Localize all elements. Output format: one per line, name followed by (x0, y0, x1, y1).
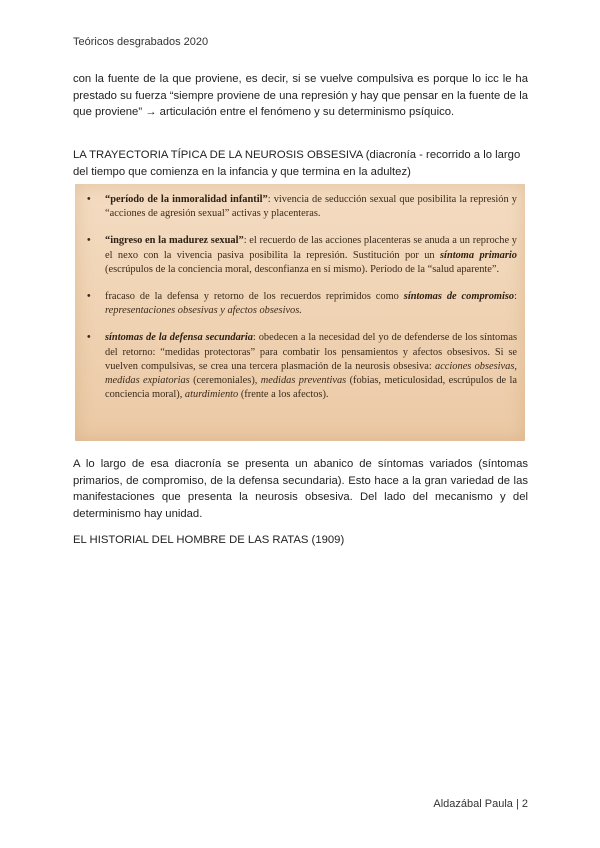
item-text: : obedecen a la necesidad del yo de defenderse de los síntomas del retorno: “medidas protectoras” para combatir los pensamientos y afectos obsesivos. Si se vuelven compulsivas, se crea una tercera plasmación de la neurosis obsesiva: (105, 332, 517, 372)
item-text: fracaso de la defensa y retorno de los recuerdos reprimidos como (105, 291, 404, 303)
item-text: (escrúpulos de la conciencia moral, desconfianza en sí mismo). Período de la “salud aparente”. (105, 263, 500, 275)
item-italic: medidas preventivas (260, 375, 347, 387)
item-italic: acciones obsesivas, medidas expiatorias (105, 360, 517, 387)
item-text: : (514, 291, 517, 303)
item-term: “ingreso en la madurez sexual” (105, 235, 244, 247)
list-item (87, 331, 517, 402)
symptom-stage-list (87, 193, 517, 415)
item-italic: representaciones obsesivas y afectos obsesivos. (105, 305, 302, 317)
item-text: : vivencia de seducción sexual que posibilita la represión y “acciones de agresión sexual” activas y placenteras. (105, 194, 517, 220)
bullet-icon: • (87, 194, 91, 205)
item-emphasis: síntomas de compromiso (403, 291, 515, 303)
item-term: síntomas de la defensa secundaria (105, 332, 253, 344)
scanned-excerpt-image (75, 184, 525, 441)
page-footer: Aldazábal Paula | 2 (433, 798, 528, 810)
bullet-icon: • (87, 235, 91, 247)
item-text: (ceremoniales), (189, 375, 261, 387)
list-item (87, 193, 517, 221)
list-item (87, 290, 517, 318)
section-heading-hombre-ratas: EL HISTORIAL DEL HOMBRE DE LAS RATAS (1909) (73, 534, 345, 546)
paragraph-diacronia: A lo largo de esa diacronía se presenta un abanico de síntomas variados (síntomas primarios, de compromiso, de la defensa secundaria). Esto hace a la gran variedad de las manifestaciones que presenta la neurosis obsesiva. Del lado del mecanismo y del determinismo hay unidad. (73, 458, 528, 520)
section-heading-trayectoria: LA TRAYECTORIA TÍPICA DE LA NEUROSIS OBSESIVA (diacronía - recorrido a lo largo del tiempo que comienza en la infancia y que termina en la adultez) (73, 149, 521, 178)
item-term: “período de la inmoralidad infantil” (105, 194, 268, 205)
list-item (87, 234, 517, 277)
item-emphasis: síntoma primario (440, 249, 517, 261)
page-header: Teóricos desgrabados 2020 (73, 36, 209, 48)
bullet-icon: • (87, 291, 91, 303)
item-text: : el recuerdo de las acciones placenteras se anuda a un reproche y el nexo con la vivencia pasiva posibilita la represión. Sustitución por un (105, 235, 517, 261)
item-text: (fobias, meticulosidad, escrúpulos de la conciencia moral), (105, 375, 518, 401)
item-italic: aturdimiento (184, 389, 239, 401)
item-text: (frente a los afectos). (238, 389, 329, 401)
bullet-icon: • (87, 332, 91, 344)
paragraph-intro: con la fuente de la que proviene, es decir, si se vuelve compulsiva es porque lo icc le ha prestado su fuerza “siempre proviene de una represión y hay que pensar en la fuente de la que proviene” → articulación entre el fenómeno y su determinismo psíquico. (73, 73, 528, 118)
